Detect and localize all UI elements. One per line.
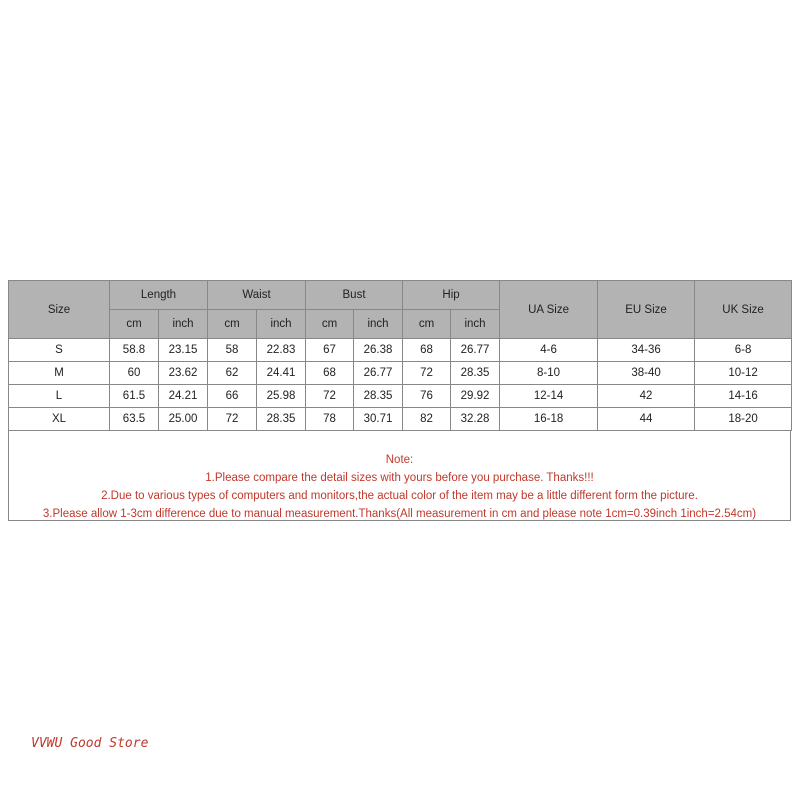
cell-uk-size: 14-16 bbox=[695, 385, 792, 408]
note-line-2: 2.Due to various types of computers and monitors,the actual color of the item may be a little different form the picture. bbox=[101, 490, 698, 502]
cell-waist-inch: 25.98 bbox=[257, 385, 306, 408]
table-row bbox=[9, 339, 792, 362]
cell-eu-size: 38-40 bbox=[598, 362, 695, 385]
cell-ua-size: 12-14 bbox=[500, 385, 598, 408]
table-row bbox=[9, 408, 792, 431]
header-unit-inch: inch bbox=[257, 310, 306, 339]
cell-waist-cm: 66 bbox=[208, 385, 257, 408]
cell-size: L bbox=[9, 385, 110, 408]
cell-ua-size: 16-18 bbox=[500, 408, 598, 431]
cell-hip-cm: 76 bbox=[403, 385, 451, 408]
cell-length-cm: 60 bbox=[110, 362, 159, 385]
cell-waist-inch: 24.41 bbox=[257, 362, 306, 385]
cell-ua-size: 8-10 bbox=[500, 362, 598, 385]
cell-waist-inch: 22.83 bbox=[257, 339, 306, 362]
header-uk-size: UK Size bbox=[695, 281, 792, 339]
cell-eu-size: 34-36 bbox=[598, 339, 695, 362]
cell-length-inch: 24.21 bbox=[159, 385, 208, 408]
note-line-1: 1.Please compare the detail sizes with yours before you purchase. Thanks!!! bbox=[205, 472, 594, 484]
header-bust: Bust bbox=[306, 281, 403, 310]
cell-waist-cm: 58 bbox=[208, 339, 257, 362]
cell-waist-cm: 62 bbox=[208, 362, 257, 385]
cell-hip-cm: 72 bbox=[403, 362, 451, 385]
cell-bust-inch: 28.35 bbox=[354, 385, 403, 408]
header-unit-inch: inch bbox=[354, 310, 403, 339]
cell-length-inch: 23.62 bbox=[159, 362, 208, 385]
note-line-3: 3.Please allow 1-3cm difference due to manual measurement.Thanks(All measurement in cm and please note 1cm=0.39inch 1inch=2.54cm) bbox=[42, 508, 757, 520]
header-unit-cm: cm bbox=[110, 310, 159, 339]
cell-hip-cm: 68 bbox=[403, 339, 451, 362]
cell-bust-cm: 78 bbox=[306, 408, 354, 431]
cell-waist-inch: 28.35 bbox=[257, 408, 306, 431]
header-unit-cm: cm bbox=[306, 310, 354, 339]
cell-length-cm: 63.5 bbox=[110, 408, 159, 431]
table-row bbox=[9, 362, 792, 385]
cell-eu-size: 44 bbox=[598, 408, 695, 431]
cell-length-inch: 23.15 bbox=[159, 339, 208, 362]
header-unit-cm: cm bbox=[403, 310, 451, 339]
cell-hip-inch: 26.77 bbox=[451, 339, 500, 362]
cell-size: M bbox=[9, 362, 110, 385]
cell-eu-size: 42 bbox=[598, 385, 695, 408]
cell-bust-inch: 30.71 bbox=[354, 408, 403, 431]
cell-hip-inch: 32.28 bbox=[451, 408, 500, 431]
cell-hip-inch: 28.35 bbox=[451, 362, 500, 385]
cell-uk-size: 10-12 bbox=[695, 362, 792, 385]
store-watermark: VVWU Good Store bbox=[31, 736, 149, 751]
cell-ua-size: 4-6 bbox=[500, 339, 598, 362]
note-box bbox=[8, 431, 791, 521]
cell-hip-inch: 29.92 bbox=[451, 385, 500, 408]
cell-bust-inch: 26.38 bbox=[354, 339, 403, 362]
cell-bust-cm: 68 bbox=[306, 362, 354, 385]
cell-bust-inch: 26.77 bbox=[354, 362, 403, 385]
cell-uk-size: 18-20 bbox=[695, 408, 792, 431]
cell-waist-cm: 72 bbox=[208, 408, 257, 431]
cell-bust-cm: 72 bbox=[306, 385, 354, 408]
cell-length-inch: 25.00 bbox=[159, 408, 208, 431]
header-length: Length bbox=[110, 281, 208, 310]
header-eu-size: EU Size bbox=[598, 281, 695, 339]
header-waist: Waist bbox=[208, 281, 306, 310]
cell-length-cm: 58.8 bbox=[110, 339, 159, 362]
header-unit-inch: inch bbox=[451, 310, 500, 339]
size-table bbox=[8, 280, 792, 431]
cell-bust-cm: 67 bbox=[306, 339, 354, 362]
size-chart bbox=[8, 280, 791, 521]
cell-length-cm: 61.5 bbox=[110, 385, 159, 408]
cell-uk-size: 6-8 bbox=[695, 339, 792, 362]
note-title: Note: bbox=[385, 454, 414, 466]
header-ua-size: UA Size bbox=[500, 281, 598, 339]
cell-size: S bbox=[9, 339, 110, 362]
header-hip: Hip bbox=[403, 281, 500, 310]
cell-size: XL bbox=[9, 408, 110, 431]
cell-hip-cm: 82 bbox=[403, 408, 451, 431]
table-row bbox=[9, 385, 792, 408]
header-unit-inch: inch bbox=[159, 310, 208, 339]
header-unit-cm: cm bbox=[208, 310, 257, 339]
header-size: Size bbox=[9, 281, 110, 339]
